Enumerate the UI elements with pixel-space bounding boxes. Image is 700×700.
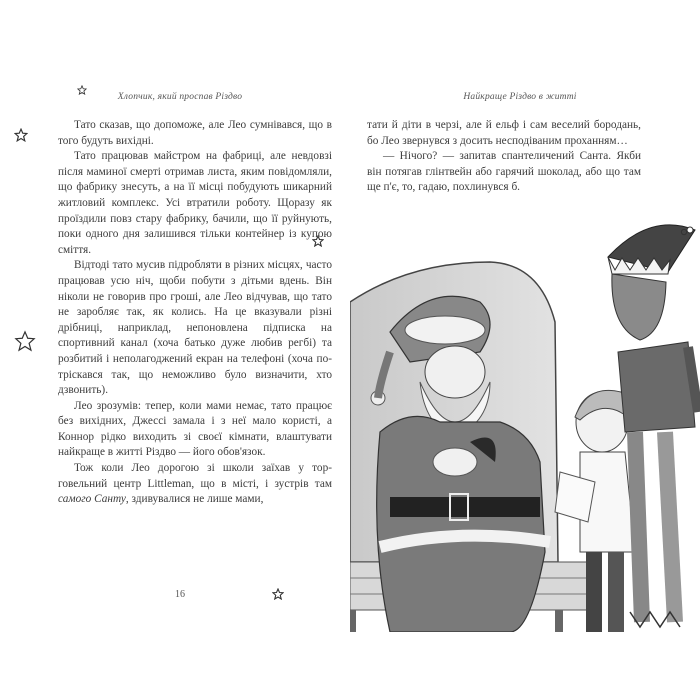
text-run: Тож коли Лео дорогою зі школи заїхав у торговельний центр Littleman, що в місті, і зустрів там xyxy=(58,462,332,490)
right-page xyxy=(350,0,700,700)
illustration xyxy=(350,222,700,632)
left-page-body xyxy=(58,118,332,508)
paragraph: Тато сказав, що допоможе, але Лео сумнівався, що в того будуть вихідні. xyxy=(58,119,332,147)
paragraph: Лео зрозумів: тепер, коли мами немає, тато працює без вихідних, Джессі замала і з неї мало користі, а Коннор рідко виходить зі своєї кімнати, влаштувати найкраще в житті Різдво — його обов'язок. xyxy=(58,399,332,459)
paragraph: — Нічого? — запитав спантеличений Санта. Якби він потягав глінтвейн або гарячий шоколад, або що там ще п'є, то, гадаю, похлинувся б. xyxy=(367,150,641,194)
star-icon xyxy=(312,235,324,247)
running-head-left: Хлопчик, який проспав Різдво xyxy=(117,92,243,102)
right-page-body xyxy=(367,118,641,196)
paragraph: Відтоді тато мусив підробляти в різних місцях, часто працював усю ніч, щоби побути з дітьми вдень. Він ніколи не говорив про гроші, але Лео відчував, що тато не заробляє так, як колись. На це вказували різні дрібниці, наприклад, непоновлена підписка на спортивний канал (хоча батько дуже любив регбі) та розбитий і неполагоджений екран на телефоні (хоча потріскався так, що неможливо було визначити, хто дзвонить). xyxy=(58,259,332,397)
paragraph: Тато працював майстром на фабриці, але невдовзі після маминої смерті отримав листа, яким повідомляли, що фабрику знесуть, а на її місці побудують шикарний житловий комплекс. Усі втратили роботу. Щоразу як проїздили повз стару фабрику, бачили, що її руйнують, поки одного дня залишився тільки контейнер із купою сміття. xyxy=(58,150,332,256)
star-icon xyxy=(14,128,28,142)
emphasis-text: самого Санту xyxy=(58,493,126,506)
star-icon xyxy=(680,228,688,236)
running-head-right: Найкраще Різдво в житті xyxy=(463,92,577,102)
star-icon xyxy=(272,588,284,600)
page-number: 16 xyxy=(175,589,185,600)
paragraph-with-emphasis xyxy=(58,461,332,508)
text-run: , здивувалися не лише мами, xyxy=(125,493,264,506)
star-icon xyxy=(77,85,87,95)
star-icon xyxy=(14,330,36,352)
paragraph: тати й діти в черзі, але й ельф і сам веселий бородань, бо Лео звернувся з досить несподіваним проханням… xyxy=(367,119,641,147)
